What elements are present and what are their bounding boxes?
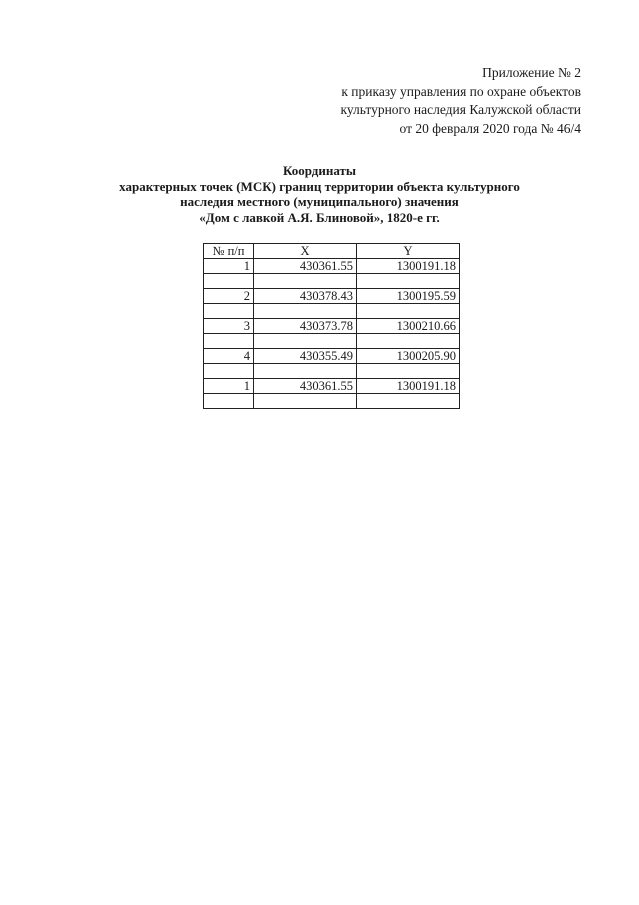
empty-cell	[204, 394, 254, 409]
empty-cell	[253, 364, 356, 379]
cell-y: 1300191.18	[356, 259, 459, 274]
title-line-2: характерных точек (МСК) границ территории объекта культурного	[119, 178, 520, 194]
empty-cell	[204, 334, 254, 349]
empty-cell	[253, 394, 356, 409]
cell-number: 2	[204, 289, 254, 304]
document-title	[0, 163, 639, 225]
cell-x: 430373.78	[253, 319, 356, 334]
cell-x: 430378.43	[253, 289, 356, 304]
table-row	[204, 349, 460, 364]
appendix-order-ref: к приказу управления по охране объектов	[341, 83, 581, 99]
empty-cell	[356, 334, 459, 349]
cell-y: 1300191.18	[356, 379, 459, 394]
title-line-3: наследия местного (муниципального) значения	[180, 194, 459, 209]
coordinates-table	[203, 243, 460, 409]
cell-number: 1	[204, 259, 254, 274]
cell-x: 430361.55	[253, 379, 356, 394]
table-empty-row	[204, 364, 460, 379]
empty-cell	[253, 334, 356, 349]
appendix-header	[340, 64, 581, 138]
empty-cell	[253, 274, 356, 289]
empty-cell	[204, 364, 254, 379]
cell-y: 1300205.90	[356, 349, 459, 364]
table-row	[204, 379, 460, 394]
header-number: № п/п	[204, 244, 254, 259]
cell-y: 1300210.66	[356, 319, 459, 334]
table-empty-row	[204, 334, 460, 349]
cell-y: 1300195.59	[356, 289, 459, 304]
empty-cell	[204, 304, 254, 319]
title-line-4: «Дом с лавкой А.Я. Блиновой», 1820-е гг.	[199, 209, 440, 225]
empty-cell	[356, 394, 459, 409]
empty-cell	[356, 364, 459, 379]
table-empty-row	[204, 274, 460, 289]
empty-cell	[204, 274, 254, 289]
appendix-date: от 20 февраля 2020 года № 46/4	[399, 120, 581, 136]
empty-cell	[253, 304, 356, 319]
appendix-authority: культурного наследия Калужской области	[340, 102, 581, 117]
appendix-number: Приложение № 2	[482, 65, 581, 80]
table-header-row	[204, 244, 460, 259]
table-row	[204, 319, 460, 334]
cell-number: 1	[204, 379, 254, 394]
title-line-1: Координаты	[282, 163, 357, 178]
cell-x: 430355.49	[253, 349, 356, 364]
table-empty-row	[204, 394, 460, 409]
header-x: X	[253, 244, 356, 259]
table-row	[204, 289, 460, 304]
table-empty-row	[204, 304, 460, 319]
empty-cell	[356, 304, 459, 319]
cell-number: 4	[204, 349, 254, 364]
cell-number: 3	[204, 319, 254, 334]
empty-cell	[356, 274, 459, 289]
header-y: Y	[356, 244, 459, 259]
table-row	[204, 259, 460, 274]
cell-x: 430361.55	[253, 259, 356, 274]
